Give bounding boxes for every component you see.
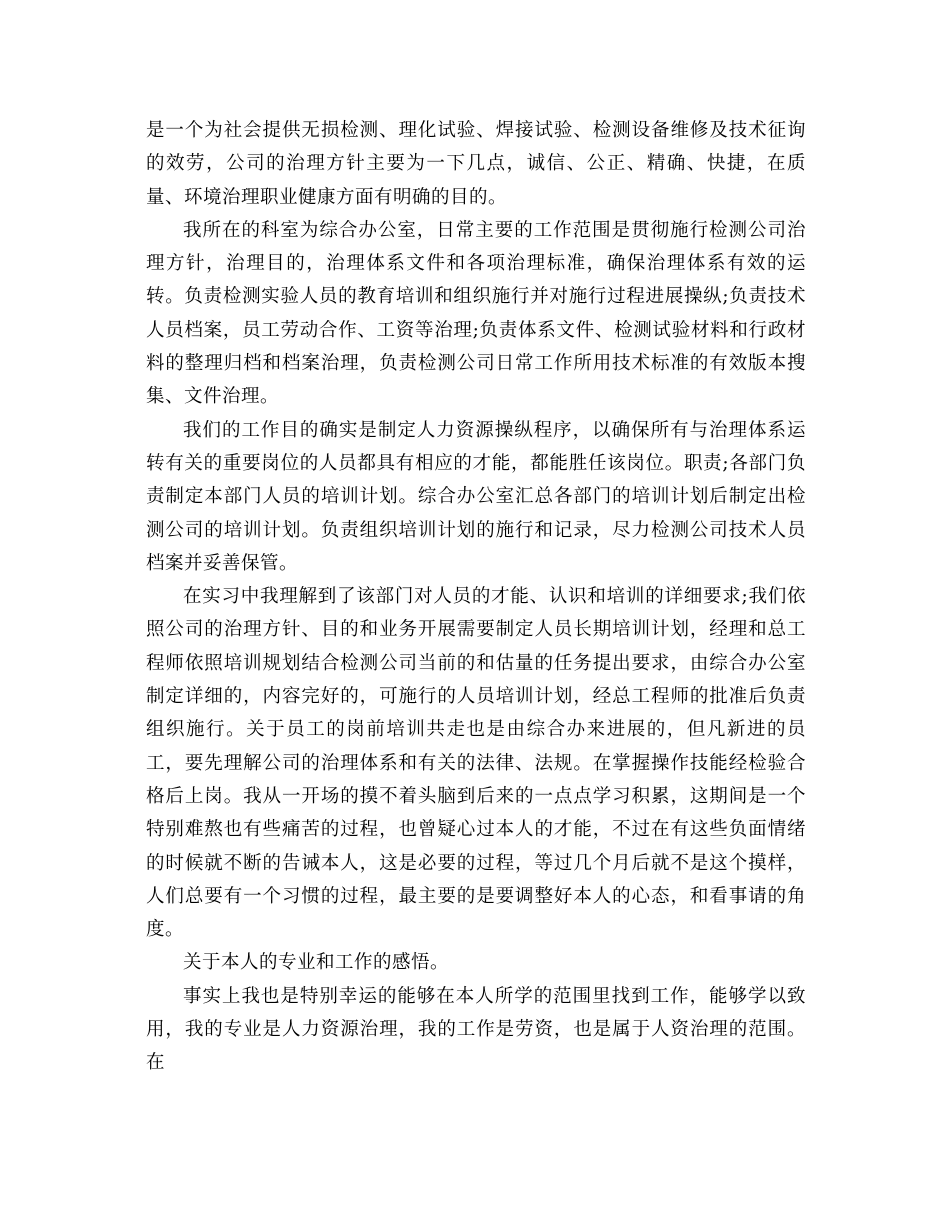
paragraph-5: 关于本人的专业和工作的感悟。 [183,952,450,974]
paragraph-3: 我们的工作目的确实是制定人力资源操纵程序，以确保所有与治理体系运转有关的重要岗位的人员都具有相应的才能，都能胜任该岗位。职责;各部门负责制定本部门人员的培训计划。综合办公室汇总各部门的培训计划后制定出检测公司的培训计划。负责组织培训计划的施行和记录，尽力检测公司技术人员档案并妥善保管。 [146,419,806,574]
document-body [146,114,806,1080]
paragraph-1: 是一个为社会提供无损检测、理化试验、焊接试验、检测设备维修及技术征询的效劳，公司的治理方针主要为一下几点，诚信、公正、精确、快捷，在质量、环境治理职业健康方面有明确的目的。 [146,120,806,208]
paragraph-4: 在实习中我理解到了该部门对人员的才能、认识和培训的详细要求;我们依照公司的治理方针、目的和业务开展需要制定人员长期培训计划，经理和总工程师依照培训规划结合检测公司当前的和估量的任务提出要求，由综合办公室制定详细的，内容完好的，可施行的人员培训计划，经总工程师的批准后负责组织施行。关于员工的岗前培训共走也是由综合办来进展的，但凡新进的员工，要先理解公司的治理体系和有关的法律、法规。在掌握操作技能经检验合格后上岗。我从一开场的摸不着头脑到后来的一点点学习积累，这期间是一个特别难熬也有些痛苦的过程，也曾疑心过本人的才能，不过在有这些负面情绪的时候就不断的告诫本人，这是必要的过程，等过几个月后就不是这个摸样，人们总要有一个习惯的过程，最主要的是要调整好本人的心态，和看事请的角度。 [146,586,806,941]
paragraph-2: 我所在的科室为综合办公室，日常主要的工作范围是贯彻施行检测公司治理方针，治理目的，治理体系文件和各项治理标准，确保治理体系有效的运转。负责检测实验人员的教育培训和组织施行并对施行过程进展操纵;负责技术人员档案，员工劳动合作、工资等治理;负责体系文件、检测试验材料和行政材料的整理归档和档案治理，负责检测公司日常工作所用技术标准的有效版本搜集、文件治理。 [146,219,806,408]
paragraph-6: 事实上我也是特别幸运的能够在本人所学的范围里找到工作，能够学以致用，我的专业是人力资源治理，我的工作是劳资，也是属于人资治理的范围。在 [146,985,806,1074]
